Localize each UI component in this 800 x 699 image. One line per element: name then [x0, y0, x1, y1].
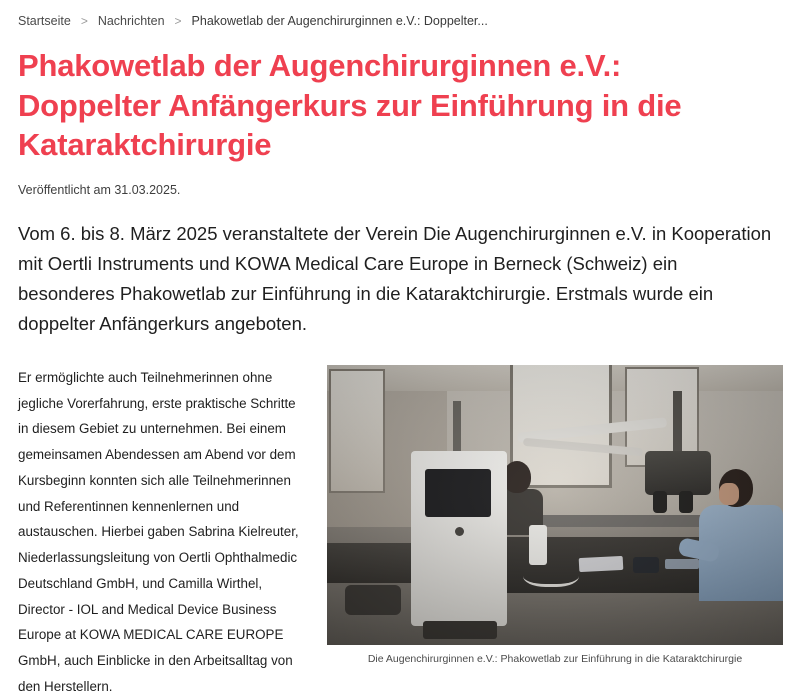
- breadcrumb-item-current: Phakowetlab der Augenchirurginnen e.V.: Doppelter...: [191, 14, 488, 28]
- article-figure: [327, 365, 783, 667]
- article-lead: Vom 6. bis 8. März 2025 veranstaltete der Verein Die Augenchirurginnen e.V. in Kooperation mit Oertli Instruments und KOWA Medical Care Europe in Berneck (Schweiz) ein besonderes Phakowetlab zur Einführung in die Kataraktchirurgie. Erstmals wurde ein doppelter Anfängerkurs angeboten.: [18, 223, 772, 334]
- figure-caption: Die Augenchirurginnen e.V.: Phakowetlab zur Einführung in die Kataraktchirurgie: [367, 652, 743, 665]
- breadcrumb-item-news[interactable]: Nachrichten: [97, 14, 165, 28]
- breadcrumb-separator-1: >: [80, 14, 88, 28]
- article-body-column: [18, 365, 303, 699]
- page-title: Phakowetlab der Augenchirurginnen e.V.: Doppelter Anfängerkurs zur Einführung in die Kataraktchirurgie: [18, 48, 682, 163]
- article-photo: [327, 365, 783, 645]
- photo-vignette: [327, 365, 783, 645]
- photo-scene: [327, 365, 783, 645]
- breadcrumb-item-home[interactable]: Startseite: [18, 14, 71, 28]
- breadcrumb-separator-2: >: [174, 14, 182, 28]
- article-content-row: [18, 365, 782, 699]
- breadcrumb: [18, 14, 782, 28]
- publish-date: Veröffentlicht am 31.03.2025.: [18, 183, 181, 198]
- article-body-text: Er ermöglichte auch Teilnehmerinnen ohne jegliche Vorerfahrung, erste praktische Schritte in diesem Gebiet zu unternehmen. Bei einem gemeinsamen Abendessen am Abend vor dem Kursbeginn konnten sich alle Teilnehmerinnen und Referentinnen kennenlernen und austauschen. Hierbei gaben Sabrina Kielreuter, Niederlassungsleitung von Oertli Ophthalmedic Deutschland GmbH, und Camilla Wirthel, Director - IOL and Medical Device Business Europe at KOWA MEDICAL CARE EUROPE GmbH, auch Einblicke in den Arbeitsalltag von den Herstellern.: [18, 369, 299, 694]
